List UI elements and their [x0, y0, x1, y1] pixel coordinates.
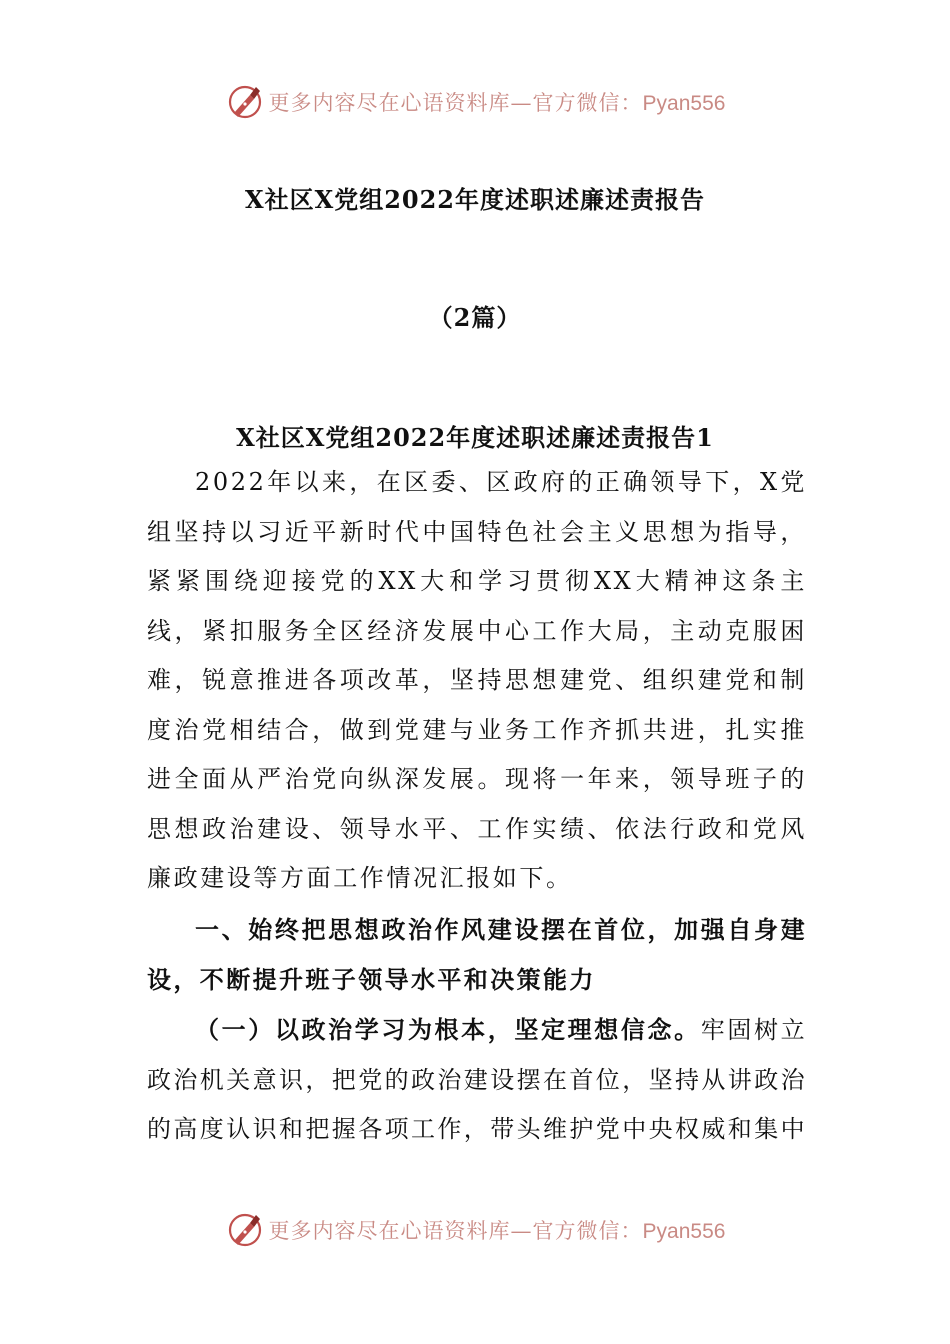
fountain-pen-logo-icon — [225, 82, 265, 122]
watermark-text: 更多内容尽在心语资料库—官方微信：Pyan556 — [268, 1219, 726, 1243]
watermark-wechat-id: Pyan556 — [642, 92, 726, 115]
subsection-text: 牢固树立政治机关意识，把党的政治建设摆在首位，坚持从讲政治的高度认识和把握各项工作，带头维护党中央权威和集中 — [147, 1016, 807, 1143]
intro-paragraph: 2022年以来，在区委、区政府的正确领导下，X党组坚持以习近平新时代中国特色社会主义思想为指导，紧紧围绕迎接党的XX大和学习贯彻XX大精神这条主线，紧扣服务全区经济发展中心工作大局，主动克服困难，锐意推进各项改革，坚持思想建党、组织建党和制度治党相结合，做到党建与业务工作齐抓共进，扎实推进全面从严治党向纵深发展。现将一年来，领导班子的思想政治建设、领导水平、工作实绩、依法行政和党风廉政建设等方面工作情况汇报如下。 — [147, 468, 807, 892]
fountain-pen-logo-icon — [225, 1210, 265, 1250]
subsection-lead: （一）以政治学习为根本，坚定理想信念。 — [195, 1015, 701, 1044]
section-heading: 一、始终把思想政治作风建设摆在首位，加强自身建设，不断提升班子领导水平和决策能力 — [147, 915, 807, 994]
watermark-wechat-id: Pyan556 — [642, 1220, 726, 1243]
report-title: X社区X党组2022年度述职述廉述责报告1 — [236, 423, 714, 452]
subsection-paragraph — [147, 1005, 807, 1155]
watermark-header — [0, 80, 950, 124]
document-title: X社区X党组2022年度述职述廉述责报告 — [244, 185, 706, 214]
watermark-footer — [0, 1208, 950, 1252]
document-count-label: （2篇） — [428, 303, 522, 332]
watermark-text: 更多内容尽在心语资料库—官方微信：Pyan556 — [268, 91, 726, 115]
